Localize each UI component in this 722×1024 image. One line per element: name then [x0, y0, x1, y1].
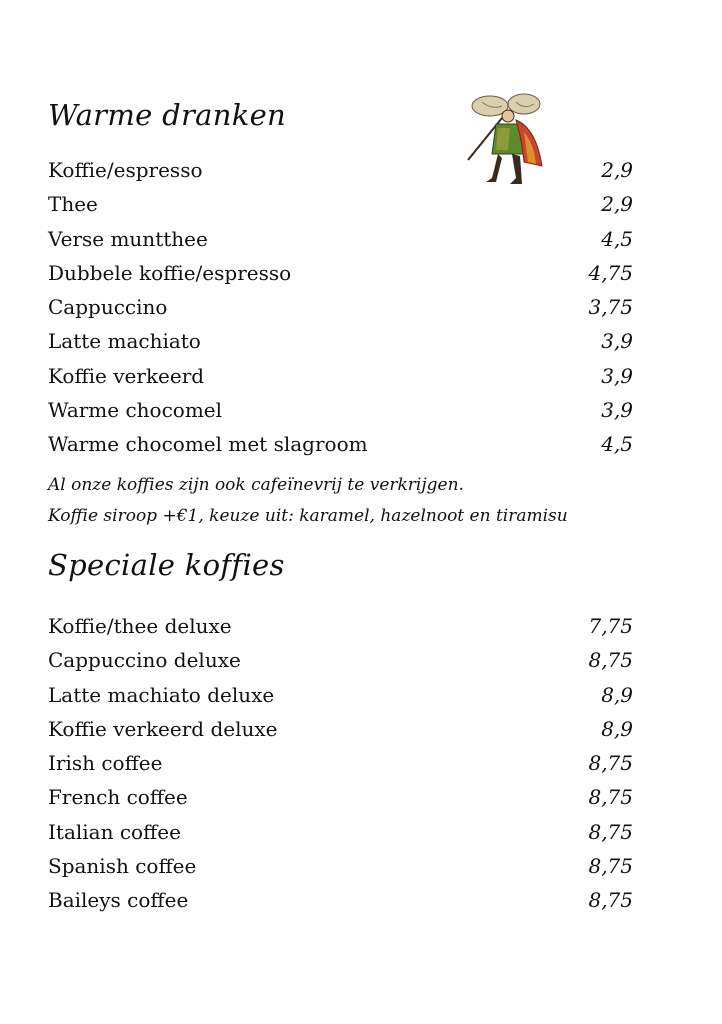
menu-list-warme-dranken	[48, 153, 633, 462]
item-name: Verse muntthee	[48, 226, 208, 251]
item-name: Cappuccino deluxe	[48, 648, 241, 673]
menu-item	[48, 256, 633, 290]
item-price: 4,5	[601, 226, 633, 251]
item-price: 4,75	[588, 260, 633, 285]
menu-item	[48, 187, 633, 221]
item-price: 8,75	[588, 751, 633, 776]
item-price: 2,9	[601, 158, 633, 182]
menu-item	[48, 427, 633, 461]
note-syrup: Koffie siroop +€1, keuze uit: karamel, hazelnoot en tiramisu	[48, 506, 568, 526]
item-name: Warme chocomel	[48, 398, 223, 423]
item-price: 8,75	[588, 785, 633, 810]
item-name: Koffie verkeerd deluxe	[48, 716, 278, 741]
menu-item	[48, 393, 633, 427]
item-price: 7,75	[588, 614, 633, 638]
item-name: Baileys coffee	[48, 888, 189, 913]
item-price: 8,75	[588, 648, 633, 673]
item-price: 3,9	[601, 329, 633, 354]
menu-list-speciale-koffies	[48, 609, 633, 918]
menu-item	[48, 678, 633, 712]
section-title-speciale-koffies: Speciale koffies	[48, 548, 285, 582]
menu-item	[48, 153, 633, 187]
item-price: 8,75	[588, 819, 633, 844]
item-price: 8,75	[588, 854, 633, 879]
menu-item	[48, 815, 633, 849]
item-price: 3,9	[601, 398, 633, 423]
menu-item	[48, 849, 633, 883]
item-name: Dubbele koffie/espresso	[48, 260, 292, 285]
item-price: 4,5	[601, 432, 633, 457]
menu-item	[48, 290, 633, 324]
menu-item	[48, 780, 633, 814]
item-name: Cappuccino	[48, 295, 168, 320]
item-name: Koffie/espresso	[48, 158, 203, 182]
note-decaf: Al onze koffies zijn ook cafeïnevrij te verkrijgen.	[48, 475, 464, 495]
menu-item	[48, 222, 633, 256]
item-name: Warme chocomel met slagroom	[48, 432, 368, 457]
item-price: 8,9	[601, 716, 633, 741]
item-name: Irish coffee	[48, 751, 163, 776]
item-name: Koffie verkeerd	[48, 363, 205, 388]
item-name: Thee	[48, 192, 98, 217]
item-price: 3,9	[601, 363, 633, 388]
menu-item	[48, 883, 633, 917]
section-title-warme-dranken: Warme dranken	[48, 98, 287, 132]
item-name: Spanish coffee	[48, 854, 197, 879]
item-name: Latte machiato	[48, 329, 201, 354]
item-name: Koffie/thee deluxe	[48, 614, 232, 638]
item-name: French coffee	[48, 785, 188, 810]
menu-item	[48, 359, 633, 393]
menu-item	[48, 746, 633, 780]
menu-item	[48, 609, 633, 643]
item-price: 8,75	[588, 888, 633, 913]
menu-item	[48, 324, 633, 358]
item-name: Italian coffee	[48, 819, 181, 844]
menu-item	[48, 643, 633, 677]
item-price: 3,75	[588, 295, 633, 320]
menu-item	[48, 712, 633, 746]
item-price: 2,9	[601, 192, 633, 217]
item-price: 8,9	[601, 682, 633, 707]
item-name: Latte machiato deluxe	[48, 682, 275, 707]
